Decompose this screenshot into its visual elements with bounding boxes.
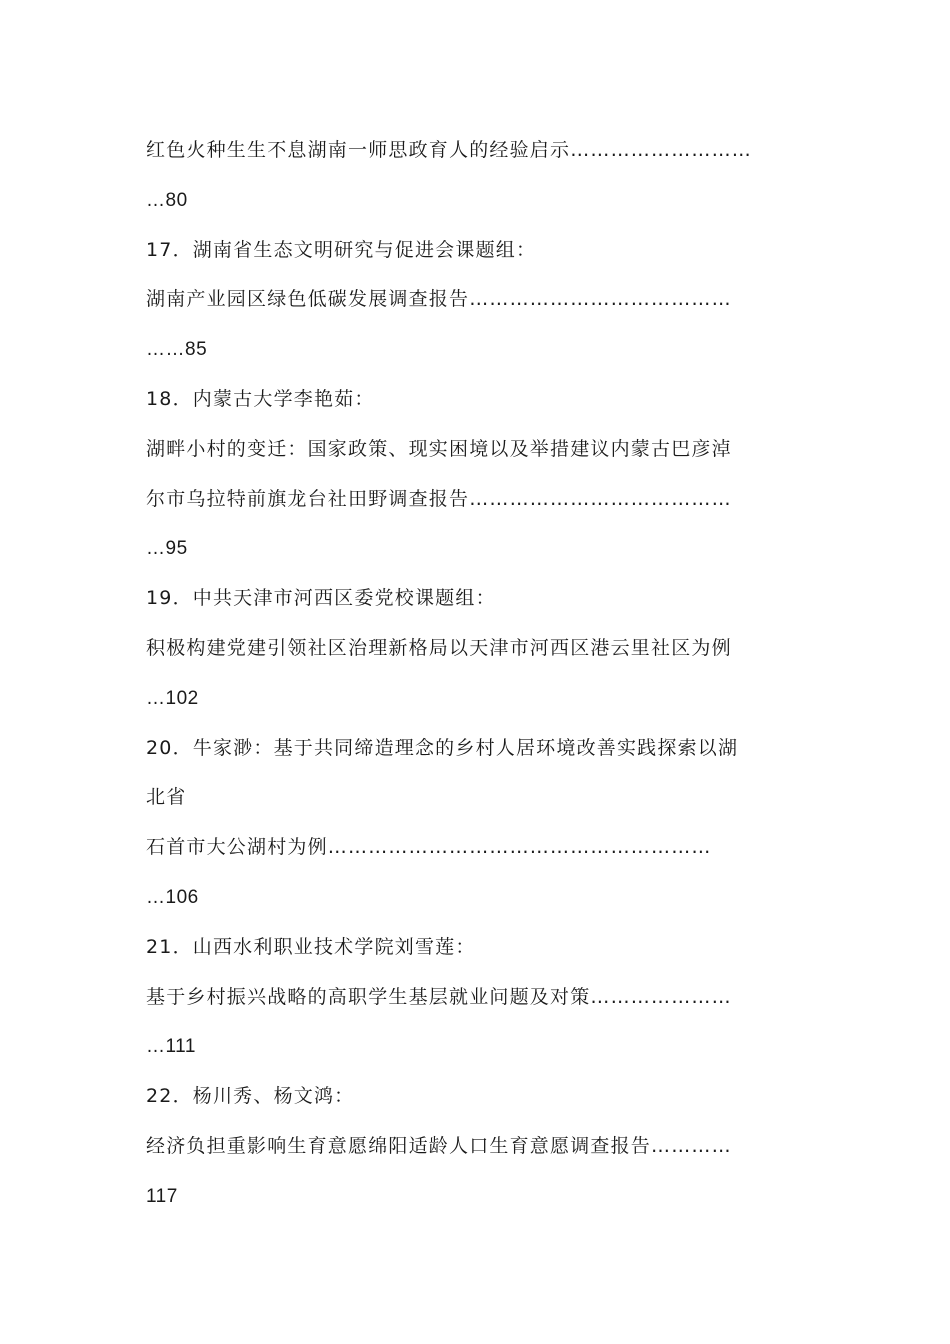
toc-page-number: …111 <box>146 1036 196 1058</box>
toc-entry-title: 经济负担重影响生育意愿绵阳适龄人口生育意愿调查报告………… <box>146 1134 732 1157</box>
toc-entry-author: 22．杨川秀、杨文鸿： <box>146 1085 355 1108</box>
toc-entry-author: 18．内蒙古大学李艳茹： <box>146 387 375 410</box>
toc-entry-title: 湖南产业园区绿色低碳发展调查报告………………………………… <box>146 288 732 311</box>
toc-entry-title: 基于乡村振兴战略的高职学生基层就业问题及对策………………… <box>146 985 732 1008</box>
toc-entry-title: 石首市大公湖村为例………………………………………………… <box>146 836 712 859</box>
toc-page-number: 117 <box>146 1185 178 1207</box>
toc-entry-author: 19．中共天津市河西区委党校课题组： <box>146 587 496 610</box>
toc-entry-title: 积极构建党建引领社区治理新格局以天津市河西区港云里社区为例 <box>146 636 732 659</box>
toc-entry-author: 21．山西水利职业技术学院刘雪莲： <box>146 935 476 958</box>
toc-entry-author: 20．牛家渺：基于共同缔造理念的乡村人居环境改善实践探索以湖 <box>146 736 739 759</box>
toc-entry-title: 尔市乌拉特前旗龙台社田野调查报告………………………………… <box>146 487 732 510</box>
toc-page-number: …80 <box>146 189 188 211</box>
toc-page-number: …106 <box>146 886 199 908</box>
table-of-contents <box>146 126 808 1222</box>
toc-page-number: ……85 <box>146 339 208 361</box>
toc-entry-title: 湖畔小村的变迁：国家政策、现实困境以及举措建议内蒙古巴彦淖 <box>146 437 732 460</box>
toc-page-number: …102 <box>146 687 199 709</box>
toc-page-number: …95 <box>146 538 188 560</box>
toc-entry-title: 红色火种生生不息湖南一师思政育人的经验启示……………………… <box>146 139 753 161</box>
toc-entry-title: 北省 <box>146 786 187 809</box>
toc-entry-author: 17．湖南省生态文明研究与促进会课题组： <box>146 238 537 261</box>
